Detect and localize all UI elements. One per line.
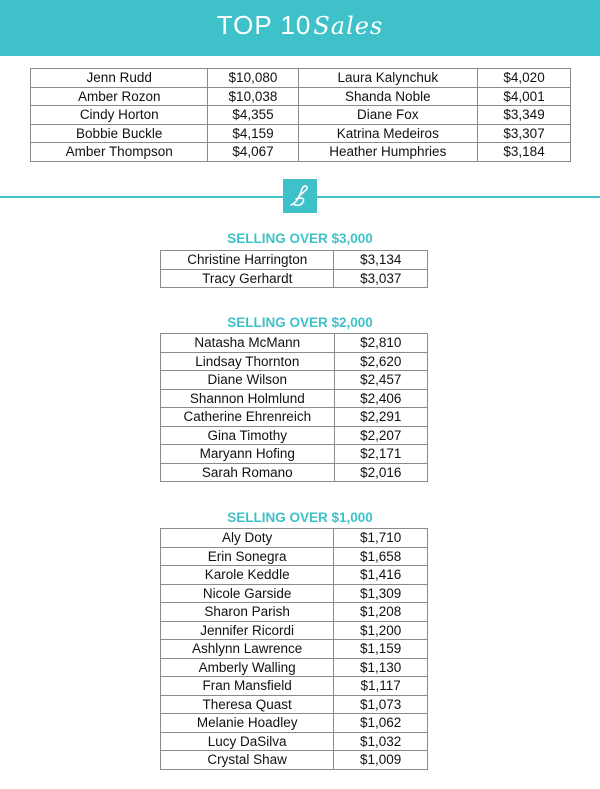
table-row xyxy=(161,658,428,677)
amount-cell: $4,159 xyxy=(208,124,298,143)
name-cell: Maryann Hofing xyxy=(161,445,335,464)
name-cell: Lindsay Thornton xyxy=(161,352,335,371)
amount-cell: $3,134 xyxy=(334,251,428,270)
name-cell: Aly Doty xyxy=(161,529,334,548)
table-row xyxy=(161,640,428,659)
name-cell: Melanie Hoadley xyxy=(161,714,334,733)
amount-cell: $2,620 xyxy=(334,352,427,371)
brand-logo-icon xyxy=(283,179,317,213)
amount-cell: $2,016 xyxy=(334,463,427,482)
amount-cell: $2,457 xyxy=(334,371,427,390)
amount-cell: $1,208 xyxy=(334,603,428,622)
table-row xyxy=(161,584,428,603)
table-row xyxy=(31,69,571,88)
name-cell: Gina Timothy xyxy=(161,426,335,445)
name-cell: Natasha McMann xyxy=(161,334,335,353)
name-cell: Amber Thompson xyxy=(31,143,208,162)
name-cell: Jenn Rudd xyxy=(31,69,208,88)
name-cell: Shannon Holmlund xyxy=(161,389,335,408)
table-row xyxy=(161,751,428,770)
amount-cell: $1,159 xyxy=(334,640,428,659)
table-row xyxy=(161,732,428,751)
name-cell: Erin Sonegra xyxy=(161,547,334,566)
section-table-3000 xyxy=(160,250,428,288)
amount-cell: $10,038 xyxy=(208,87,298,106)
amount-cell: $1,200 xyxy=(334,621,428,640)
amount-cell: $1,710 xyxy=(334,529,428,548)
name-cell: Theresa Quast xyxy=(161,695,334,714)
section-table-1000 xyxy=(160,528,428,770)
amount-cell: $1,073 xyxy=(334,695,428,714)
table-row xyxy=(161,334,428,353)
table-row xyxy=(161,566,428,585)
table-row xyxy=(161,714,428,733)
name-cell: Nicole Garside xyxy=(161,584,334,603)
section-table-2000 xyxy=(160,333,428,482)
amount-cell: $1,009 xyxy=(334,751,428,770)
name-cell: Shanda Noble xyxy=(298,87,478,106)
name-cell: Laura Kalynchuk xyxy=(298,69,478,88)
table-row xyxy=(161,621,428,640)
amount-cell: $3,037 xyxy=(334,269,428,288)
section-title-3000: SELLING OVER $3,000 xyxy=(227,231,373,246)
table-row xyxy=(161,371,428,390)
name-cell: Christine Harrington xyxy=(161,251,334,270)
table-row xyxy=(161,352,428,371)
table-row xyxy=(161,547,428,566)
table-row xyxy=(31,124,571,143)
name-cell: Heather Humphries xyxy=(298,143,478,162)
amount-cell: $2,291 xyxy=(334,408,427,427)
name-cell: Cindy Horton xyxy=(31,106,208,125)
amount-cell: $3,307 xyxy=(478,124,571,143)
amount-cell: $1,309 xyxy=(334,584,428,603)
amount-cell: $4,355 xyxy=(208,106,298,125)
amount-cell: $3,349 xyxy=(478,106,571,125)
amount-cell: $1,117 xyxy=(334,677,428,696)
name-cell: Lucy DaSilva xyxy=(161,732,334,751)
header-banner xyxy=(0,0,600,56)
table-row xyxy=(31,87,571,106)
name-cell: Sarah Romano xyxy=(161,463,335,482)
name-cell: Katrina Medeiros xyxy=(298,124,478,143)
name-cell: Jennifer Ricordi xyxy=(161,621,334,640)
top10-table xyxy=(30,68,571,162)
table-row xyxy=(161,677,428,696)
name-cell: Amberly Walling xyxy=(161,658,334,677)
table-row xyxy=(161,529,428,548)
table-row xyxy=(161,445,428,464)
table-row xyxy=(31,143,571,162)
name-cell: Sharon Parish xyxy=(161,603,334,622)
name-cell: Amber Rozon xyxy=(31,87,208,106)
amount-cell: $2,406 xyxy=(334,389,427,408)
table-row xyxy=(161,426,428,445)
amount-cell: $1,130 xyxy=(334,658,428,677)
amount-cell: $1,032 xyxy=(334,732,428,751)
title-script: Sales xyxy=(313,12,384,40)
table-row xyxy=(161,463,428,482)
amount-cell: $2,207 xyxy=(334,426,427,445)
name-cell: Ashlynn Lawrence xyxy=(161,640,334,659)
name-cell: Fran Mansfield xyxy=(161,677,334,696)
table-row xyxy=(161,408,428,427)
amount-cell: $3,184 xyxy=(478,143,571,162)
section-title-1000: SELLING OVER $1,000 xyxy=(227,510,373,525)
amount-cell: $1,658 xyxy=(334,547,428,566)
table-row xyxy=(161,603,428,622)
table-row xyxy=(161,695,428,714)
amount-cell: $4,001 xyxy=(478,87,571,106)
name-cell: Diane Wilson xyxy=(161,371,335,390)
amount-cell: $2,810 xyxy=(334,334,427,353)
table-row xyxy=(161,251,428,270)
amount-cell: $4,067 xyxy=(208,143,298,162)
amount-cell: $2,171 xyxy=(334,445,427,464)
name-cell: Karole Keddle xyxy=(161,566,334,585)
name-cell: Catherine Ehrenreich xyxy=(161,408,335,427)
section-title-2000: SELLING OVER $2,000 xyxy=(227,315,373,330)
page-title xyxy=(0,10,600,41)
name-cell: Tracy Gerhardt xyxy=(161,269,334,288)
name-cell: Diane Fox xyxy=(298,106,478,125)
table-row xyxy=(161,269,428,288)
amount-cell: $10,080 xyxy=(208,69,298,88)
amount-cell: $1,416 xyxy=(334,566,428,585)
table-row xyxy=(161,389,428,408)
name-cell: Bobbie Buckle xyxy=(31,124,208,143)
title-main: TOP 10 xyxy=(216,10,312,40)
amount-cell: $4,020 xyxy=(478,69,571,88)
amount-cell: $1,062 xyxy=(334,714,428,733)
table-row xyxy=(31,106,571,125)
name-cell: Crystal Shaw xyxy=(161,751,334,770)
